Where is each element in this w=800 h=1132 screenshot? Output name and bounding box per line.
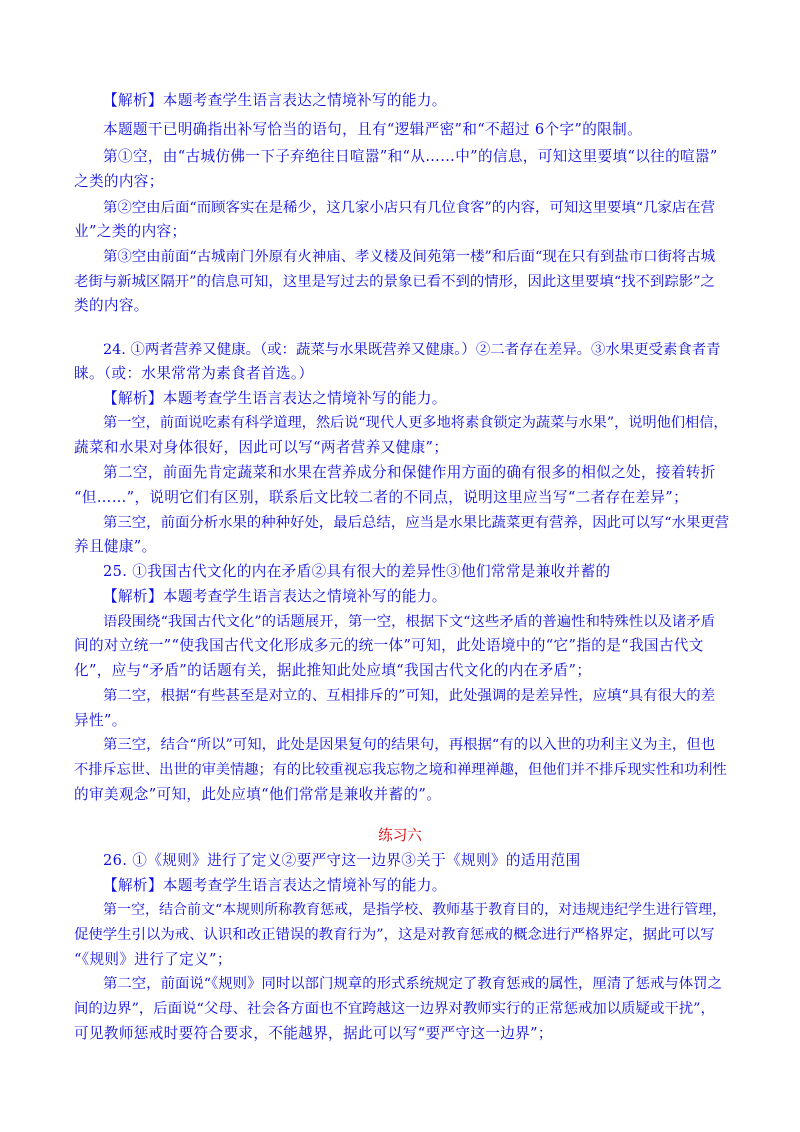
paragraph-line: 语段围绕“我国古代文化”的话题展开，第一空，根据下文“这些矛盾的普遍性和特殊性以及诸矛盾 (103, 614, 716, 630)
paragraph-line: 第二空，根据“有些甚至是对立的、互相排斥的”可知，此处强调的是差异性，应填“具有很大的差 (103, 688, 716, 704)
paragraph-line: 异性”。 (74, 712, 127, 729)
paragraph-line: 业”之类的内容； (74, 223, 187, 240)
analysis-heading: 【解析】本题考查学生语言表达之情境补写的能力。 (103, 877, 447, 894)
analysis-heading: 【解析】本题考查学生语言表达之情境补写的能力。 (103, 588, 447, 605)
paragraph-line: 老街与新城区隔开”的信息可知，这里是写过去的景象已看不到的情形，因此这里要填“找不到踪影”之 (74, 274, 715, 290)
paragraph-line: 化”，应与“矛盾”的话题有关，据此推知此处应填“我国古代文化的内在矛盾”； (74, 662, 592, 679)
paragraph-line: 间的对立统一”“使我国古代文化形成多元的统一体”可知，此处语境中的“它”指的是“我国古代文 (74, 637, 704, 654)
paragraph-line: 不排斥忘世、出世的审美情趣；有的比较重视忘我忘物之境和禅理禅趣，但他们并不排斥现实性和功利性 (74, 762, 727, 778)
paragraph-line: 的审美观念”可知，此处应填“他们常常是兼收并蓄的”。 (74, 786, 442, 803)
paragraph-line: 本题题干已明确指出补写恰当的语句，且有“逻辑严密”和“不超过 6个字”的限制。 (103, 121, 643, 138)
answer-25: 25. ①我国古代文化的内在矛盾②具有很大的差异性③他们常常是兼收并蓄的 (103, 563, 611, 580)
paragraph-line: 第三空，结合“所以”可知，此处是因果复句的结果句，再根据“有的以入世的功利主义为主，但也 (103, 737, 716, 753)
answer-24-cont: 睐。（或：水果常常为素食者首选。） (74, 365, 314, 382)
paragraph-line: 促使学生引以为戒、认识和改正错误的教育行为”，这是对教育惩戒的概念进行严格界定，据此可以写 (74, 927, 715, 943)
answer-26: 26. ①《规则》进行了定义②要严守这一边界③关于《规则》的适用范围 (103, 852, 581, 869)
paragraph-line: 第二空，前面说“《规则》同时以部门规章的形式系统规定了教育惩戒的属性，厘清了惩戒与体罚之 (103, 976, 722, 992)
analysis-heading: 【解析】本题考查学生语言表达之情境补写的能力。 (103, 92, 447, 109)
paragraph-line: 类的内容。 (74, 297, 149, 314)
analysis-heading: 【解析】本题考查学生语言表达之情境补写的能力。 (103, 390, 447, 407)
paragraph-line: 第①空，由“古城仿佛一下子弃绝往日喧嚣”和“从……中”的信息，可知这里要填“以往的喧嚣” (103, 148, 718, 165)
paragraph-line: 第一空，前面说吃素有科学道理，然后说“现代人更多地将素食锁定为蔬菜与水果”，说明他们相信， (103, 415, 728, 431)
paragraph-line: 蔬菜和水果对身体很好，因此可以写“两者营养又健康”； (74, 439, 449, 456)
answer-24: 24. ①两者营养又健康。（或：蔬菜与水果既营养又健康。）②二者存在差异。③水果更受素食者青 (103, 342, 721, 358)
paragraph-line: 养且健康”。 (74, 538, 157, 555)
paragraph-line: “《规则》进行了定义”； (74, 951, 232, 968)
paragraph-line: 之类的内容； (74, 173, 164, 190)
paragraph-line: 第一空，结合前文“本规则所称教育惩戒，是指学校、教师基于教育目的，对违规违纪学生进行管理， (103, 902, 727, 918)
paragraph-line: 第二空，前面先肯定蔬菜和水果在营养成分和保健作用方面的确有很多的相似之处，接着转折 (103, 464, 716, 481)
paragraph-line: 第③空由前面“古城南门外原有火神庙、孝义楼及间苑第一楼”和后面“现在只有到盐市口街将古城 (103, 249, 716, 265)
paragraph-line: 可见教师惩戒时要符合要求，不能越界，据此可以写“要严守这一边界”； (74, 1025, 553, 1042)
paragraph-line: 第三空，前面分析水果的种种好处，最后总结，应当是水果比蔬菜更有营养，因此可以写“水果更营 (103, 515, 730, 531)
paragraph-line: “但……”，说明它们有区别，联系后文比较二者的不同点，说明这里应当写“二者存在差异”； (74, 489, 689, 506)
paragraph-line: 第②空由后面“而顾客实在是稀少，这几家小店只有几位食客”的内容，可知这里要填“几家店在营 (103, 200, 716, 216)
paragraph-line: 间的边界”，后面说“父母、社会各方面也不宜跨越这一边界对教师实行的正常惩戒加以质疑或干扰”， (74, 1001, 715, 1017)
section-title: 练习六 (378, 827, 422, 844)
